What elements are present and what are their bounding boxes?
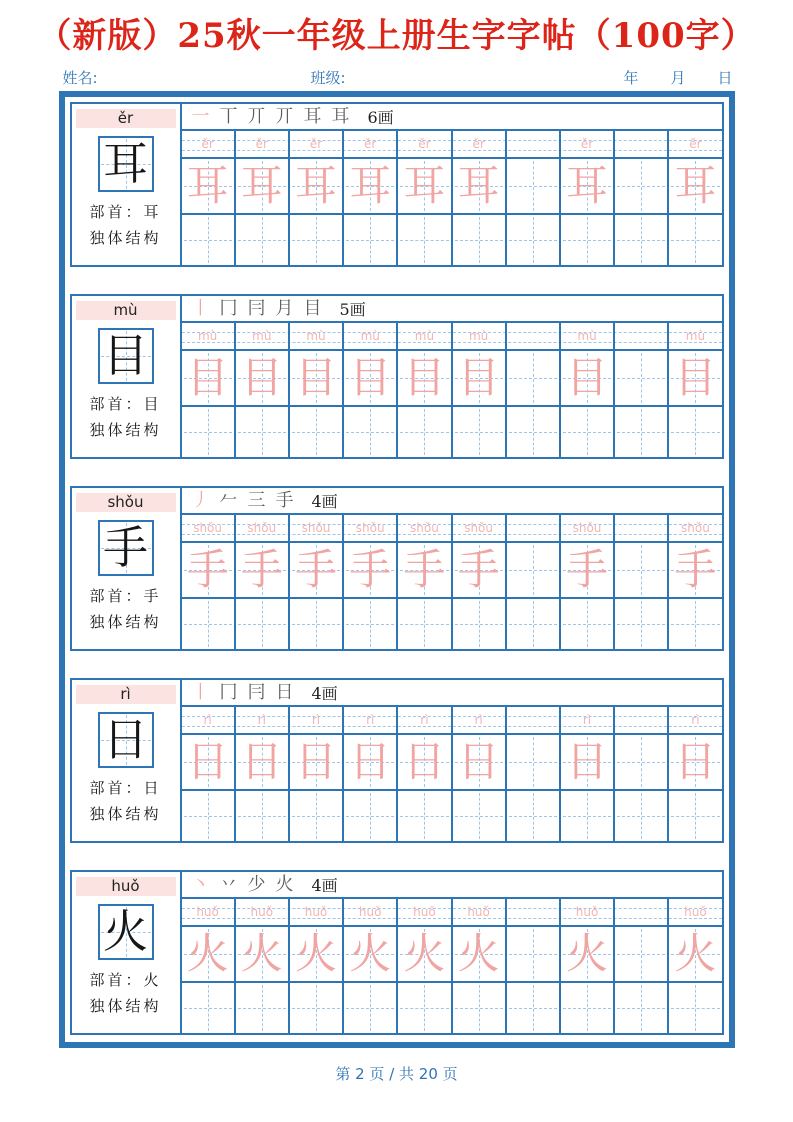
stroke-step-glyph: 冂 [219,682,238,703]
empty-cell [615,983,669,1033]
trace-character: 耳 [403,161,446,210]
pinyin-cell [507,899,561,925]
pinyin-cell: mù [344,323,398,349]
structure-label: 独体结构 [89,997,162,1015]
trace-character: 手 [240,545,283,594]
empty-cell [344,791,398,841]
stroke-step-glyph: 手 [275,490,294,511]
empty-cell [453,983,507,1033]
trace-character: 日 [457,737,500,786]
trace-cell [236,159,290,213]
pinyin-cell [615,707,669,733]
empty-cell [561,407,615,457]
pinyin-cell [615,515,669,541]
main-character: 目 [102,329,148,382]
character-info-panel [72,680,182,841]
stroke-step-glyph: 冃 [247,682,266,703]
empty-cell [507,351,561,405]
trace-character: 目 [566,353,609,402]
trace-cell [453,543,507,597]
trace-character: 火 [403,929,446,978]
empty-cell [182,791,236,841]
trace-character: 耳 [295,161,338,210]
stroke-step-glyph: 目 [303,298,322,319]
trace-character: 耳 [186,161,229,210]
empty-cell [615,159,669,213]
radical-label: 部首：耳 [89,203,162,221]
trace-cell [561,351,615,405]
page-indicator: 第 2 页 / 共 20 页 [335,1065,458,1083]
empty-cell [669,215,721,265]
character-section [70,102,724,267]
stroke-step-glyph: 一 [191,106,210,127]
empty-cell [344,407,398,457]
empty-cell [507,215,561,265]
stroke-step-glyph: 𠂉 [219,490,238,511]
practice-panel [182,296,722,457]
trace-cell [182,543,236,597]
name-label: 姓名: [62,69,98,87]
empty-cell [615,791,669,841]
trace-cell [669,543,721,597]
trace-character: 手 [566,545,609,594]
pinyin-cell: huǒ [182,899,236,925]
trace-cell [344,735,398,789]
empty-cell [344,599,398,649]
main-character: 日 [102,713,148,766]
pinyin-cell: rì [344,707,398,733]
trace-character: 目 [403,353,446,402]
empty-practice-row [182,791,722,841]
trace-row [182,543,722,599]
pinyin-cell: mù [453,323,507,349]
character-info-panel [72,488,182,649]
stroke-step-glyph: 丷 [219,874,238,895]
page-title: （新版）25秋一年级上册生字字帖（100字） [37,16,756,56]
empty-cell [398,215,452,265]
stroke-order-row [182,296,722,323]
empty-cell [236,407,290,457]
character-info-panel [72,872,182,1033]
character-section [70,870,724,1035]
empty-cell [344,983,398,1033]
empty-cell [507,599,561,649]
stroke-step-glyph: 月 [275,298,294,319]
trace-character: 目 [295,353,338,402]
trace-cell [290,927,344,981]
main-character-box [98,904,154,960]
trace-cell [561,543,615,597]
empty-cell [561,983,615,1033]
trace-character: 手 [186,545,229,594]
structure-label: 独体结构 [89,229,162,247]
year-label: 年 [623,69,639,87]
trace-character: 目 [186,353,229,402]
pinyin-cell: huǒ [236,899,290,925]
empty-cell [236,983,290,1033]
pinyin-cell: rì [691,713,700,727]
empty-cell [507,159,561,213]
pinyin-cell: shǒu [236,515,290,541]
main-character-box [98,328,154,384]
empty-cell [615,599,669,649]
pinyin-cell: ěr [236,131,290,157]
trace-cell [236,543,290,597]
stroke-step-glyph: 三 [247,490,266,511]
stroke-step-glyph: 少 [247,874,266,895]
stroke-step-glyph: 丌 [275,106,294,127]
trace-character: 火 [240,929,283,978]
empty-cell [236,791,290,841]
main-character: 耳 [102,137,148,190]
trace-cell [290,735,344,789]
pinyin-cell: ěr [689,137,702,151]
pinyin-cell [615,323,669,349]
empty-cell [615,407,669,457]
pinyin-cell [507,515,561,541]
empty-cell [507,927,561,981]
empty-cell [507,791,561,841]
empty-cell [290,215,344,265]
trace-cell [561,927,615,981]
empty-cell [182,983,236,1033]
day-label: 日 [717,69,733,87]
trace-cell [236,351,290,405]
trace-character: 火 [566,929,609,978]
empty-cell [290,599,344,649]
pinyin-badge: shǒu [76,493,176,512]
stroke-order-row [182,872,722,899]
pinyin-cell: shǒu [398,515,452,541]
pinyin-cell: huǒ [453,899,507,925]
empty-cell [615,215,669,265]
trace-cell [182,735,236,789]
trace-cell [561,735,615,789]
pinyin-guide-row [182,899,722,927]
stroke-step-glyph: 冂 [219,298,238,319]
empty-cell [398,791,452,841]
empty-cell [615,927,669,981]
trace-cell [561,159,615,213]
character-section [70,294,724,459]
empty-cell [182,215,236,265]
trace-cell [182,351,236,405]
trace-character: 日 [186,737,229,786]
pinyin-cell: rì [182,707,236,733]
trace-character: 火 [186,929,229,978]
empty-cell [507,735,561,789]
empty-cell [344,215,398,265]
trace-character: 手 [674,545,717,594]
trace-cell [344,927,398,981]
main-character: 火 [102,905,148,958]
empty-cell [561,791,615,841]
trace-character: 日 [349,737,392,786]
pinyin-cell: shǒu [290,515,344,541]
stroke-count: 6画 [367,108,394,127]
pinyin-guide-row [182,515,722,543]
trace-cell [182,927,236,981]
character-section [70,678,724,843]
trace-cell [398,927,452,981]
stroke-order-row [182,680,722,707]
trace-row [182,351,722,407]
stroke-order-steps [192,872,294,897]
trace-cell [453,927,507,981]
empty-cell [290,983,344,1033]
structure-label: 独体结构 [89,613,162,631]
stroke-step-glyph: 丿 [191,490,210,511]
practice-panel [182,104,722,265]
trace-character: 目 [240,353,283,402]
stroke-step-glyph: 丅 [219,106,238,127]
pinyin-cell: ěr [344,131,398,157]
trace-character: 火 [457,929,500,978]
trace-cell [398,543,452,597]
trace-row [182,159,722,215]
empty-cell [236,599,290,649]
trace-cell [290,159,344,213]
pinyin-cell: mù [561,323,615,349]
empty-cell [615,735,669,789]
trace-cell [453,159,507,213]
trace-character: 手 [457,545,500,594]
empty-cell [398,599,452,649]
trace-character: 耳 [349,161,392,210]
pinyin-cell: rì [453,707,507,733]
pinyin-badge: mù [76,301,176,320]
empty-cell [182,407,236,457]
pinyin-cell: huǒ [290,899,344,925]
stroke-step-glyph: 丨 [191,298,210,319]
stroke-order-row [182,488,722,515]
trace-cell [344,351,398,405]
empty-cell [507,407,561,457]
empty-cell [507,543,561,597]
trace-character: 日 [566,737,609,786]
empty-practice-row [182,599,722,649]
trace-cell [453,735,507,789]
pinyin-cell [507,323,561,349]
empty-practice-row [182,407,722,457]
trace-cell [344,543,398,597]
trace-character: 手 [295,545,338,594]
trace-row [182,735,722,791]
trace-character: 耳 [240,161,283,210]
trace-cell [236,735,290,789]
stroke-step-glyph: 丨 [191,682,210,703]
empty-cell [561,215,615,265]
pinyin-badge: ěr [76,109,176,128]
class-label: 班级: [310,69,346,87]
trace-character: 耳 [674,161,717,210]
empty-cell [398,407,452,457]
trace-character: 日 [674,737,717,786]
stroke-step-glyph: 冃 [247,298,266,319]
pinyin-cell: shǒu [182,515,236,541]
student-info-header [59,67,735,89]
radical-label: 部首：手 [89,587,162,605]
pinyin-cell: huǒ [398,899,452,925]
stroke-order-steps [192,296,322,321]
radical-label: 部首：目 [89,395,162,413]
pinyin-cell: mù [290,323,344,349]
trace-character: 手 [349,545,392,594]
trace-character: 火 [674,929,717,978]
stroke-step-glyph: 丌 [247,106,266,127]
pinyin-badge: rì [76,685,176,704]
empty-practice-row [182,983,722,1033]
pinyin-cell: huǒ [561,899,615,925]
radical-label: 部首：日 [89,779,162,797]
stroke-step-glyph: 火 [275,874,294,895]
pinyin-cell: ěr [290,131,344,157]
stroke-count: 4画 [311,492,338,511]
trace-cell [453,351,507,405]
empty-cell [453,215,507,265]
pinyin-cell [615,131,669,157]
empty-cell [453,599,507,649]
radical-label: 部首：火 [89,971,162,989]
pinyin-cell: mù [685,329,706,343]
pinyin-cell: rì [290,707,344,733]
empty-cell [507,983,561,1033]
character-section [70,486,724,651]
pinyin-cell: mù [182,323,236,349]
pinyin-cell: ěr [453,131,507,157]
empty-cell [669,983,721,1033]
stroke-count: 4画 [311,684,338,703]
practice-panel [182,488,722,649]
pinyin-guide-row [182,323,722,351]
main-character: 手 [102,521,148,574]
trace-cell [669,735,721,789]
empty-cell [669,791,721,841]
trace-cell [398,351,452,405]
date-labels [623,67,732,89]
pinyin-cell [507,131,561,157]
trace-character: 火 [349,929,392,978]
stroke-order-row [182,104,722,131]
character-info-panel [72,296,182,457]
trace-character: 日 [295,737,338,786]
trace-character: 目 [674,353,717,402]
pinyin-cell: rì [398,707,452,733]
empty-practice-row [182,215,722,265]
pinyin-cell [615,899,669,925]
month-label: 月 [670,69,686,87]
pinyin-cell [507,707,561,733]
practice-panel [182,872,722,1033]
pinyin-cell: shǒu [681,521,710,535]
empty-cell [615,351,669,405]
pinyin-cell: mù [398,323,452,349]
trace-row [182,927,722,983]
stroke-count: 5画 [339,300,366,319]
practice-panel [182,680,722,841]
character-info-panel [72,104,182,265]
trace-character: 耳 [457,161,500,210]
trace-cell [398,159,452,213]
trace-cell [182,159,236,213]
stroke-step-glyph: 日 [275,682,294,703]
trace-character: 日 [403,737,446,786]
empty-cell [615,543,669,597]
empty-cell [398,983,452,1033]
trace-character: 目 [457,353,500,402]
empty-cell [290,791,344,841]
empty-cell [561,599,615,649]
empty-cell [236,215,290,265]
stroke-order-steps [192,488,294,513]
main-character-box [98,712,154,768]
trace-character: 耳 [566,161,609,210]
stroke-order-steps [192,104,350,129]
trace-cell [669,159,721,213]
empty-cell [290,407,344,457]
empty-cell [182,599,236,649]
pinyin-badge: huǒ [76,877,176,896]
trace-cell [669,927,721,981]
trace-cell [236,927,290,981]
trace-cell [398,735,452,789]
trace-cell [344,159,398,213]
trace-character: 目 [349,353,392,402]
trace-character: 火 [295,929,338,978]
structure-label: 独体结构 [89,805,162,823]
main-character-box [98,520,154,576]
pinyin-cell: ěr [182,131,236,157]
empty-cell [669,599,721,649]
pinyin-cell: shǒu [453,515,507,541]
pinyin-cell: ěr [398,131,452,157]
pinyin-cell: shǒu [561,515,615,541]
pinyin-cell: rì [236,707,290,733]
pinyin-cell: mù [236,323,290,349]
pinyin-cell: shǒu [344,515,398,541]
stroke-count: 4画 [311,876,338,895]
stroke-step-glyph: 耳 [303,106,322,127]
worksheet-frame [59,91,735,1048]
main-character-box [98,136,154,192]
trace-cell [290,351,344,405]
empty-cell [669,407,721,457]
pinyin-cell: huǒ [344,899,398,925]
trace-character: 手 [403,545,446,594]
pinyin-guide-row [182,131,722,159]
structure-label: 独体结构 [89,421,162,439]
empty-cell [453,407,507,457]
trace-cell [669,351,721,405]
stroke-step-glyph: 丶 [191,874,210,895]
pinyin-cell: huǒ [684,905,707,919]
trace-character: 日 [240,737,283,786]
stroke-step-glyph: 耳 [331,106,350,127]
empty-cell [453,791,507,841]
stroke-order-steps [192,680,294,705]
pinyin-cell: ěr [561,131,615,157]
pinyin-guide-row [182,707,722,735]
pinyin-cell: rì [561,707,615,733]
trace-cell [290,543,344,597]
